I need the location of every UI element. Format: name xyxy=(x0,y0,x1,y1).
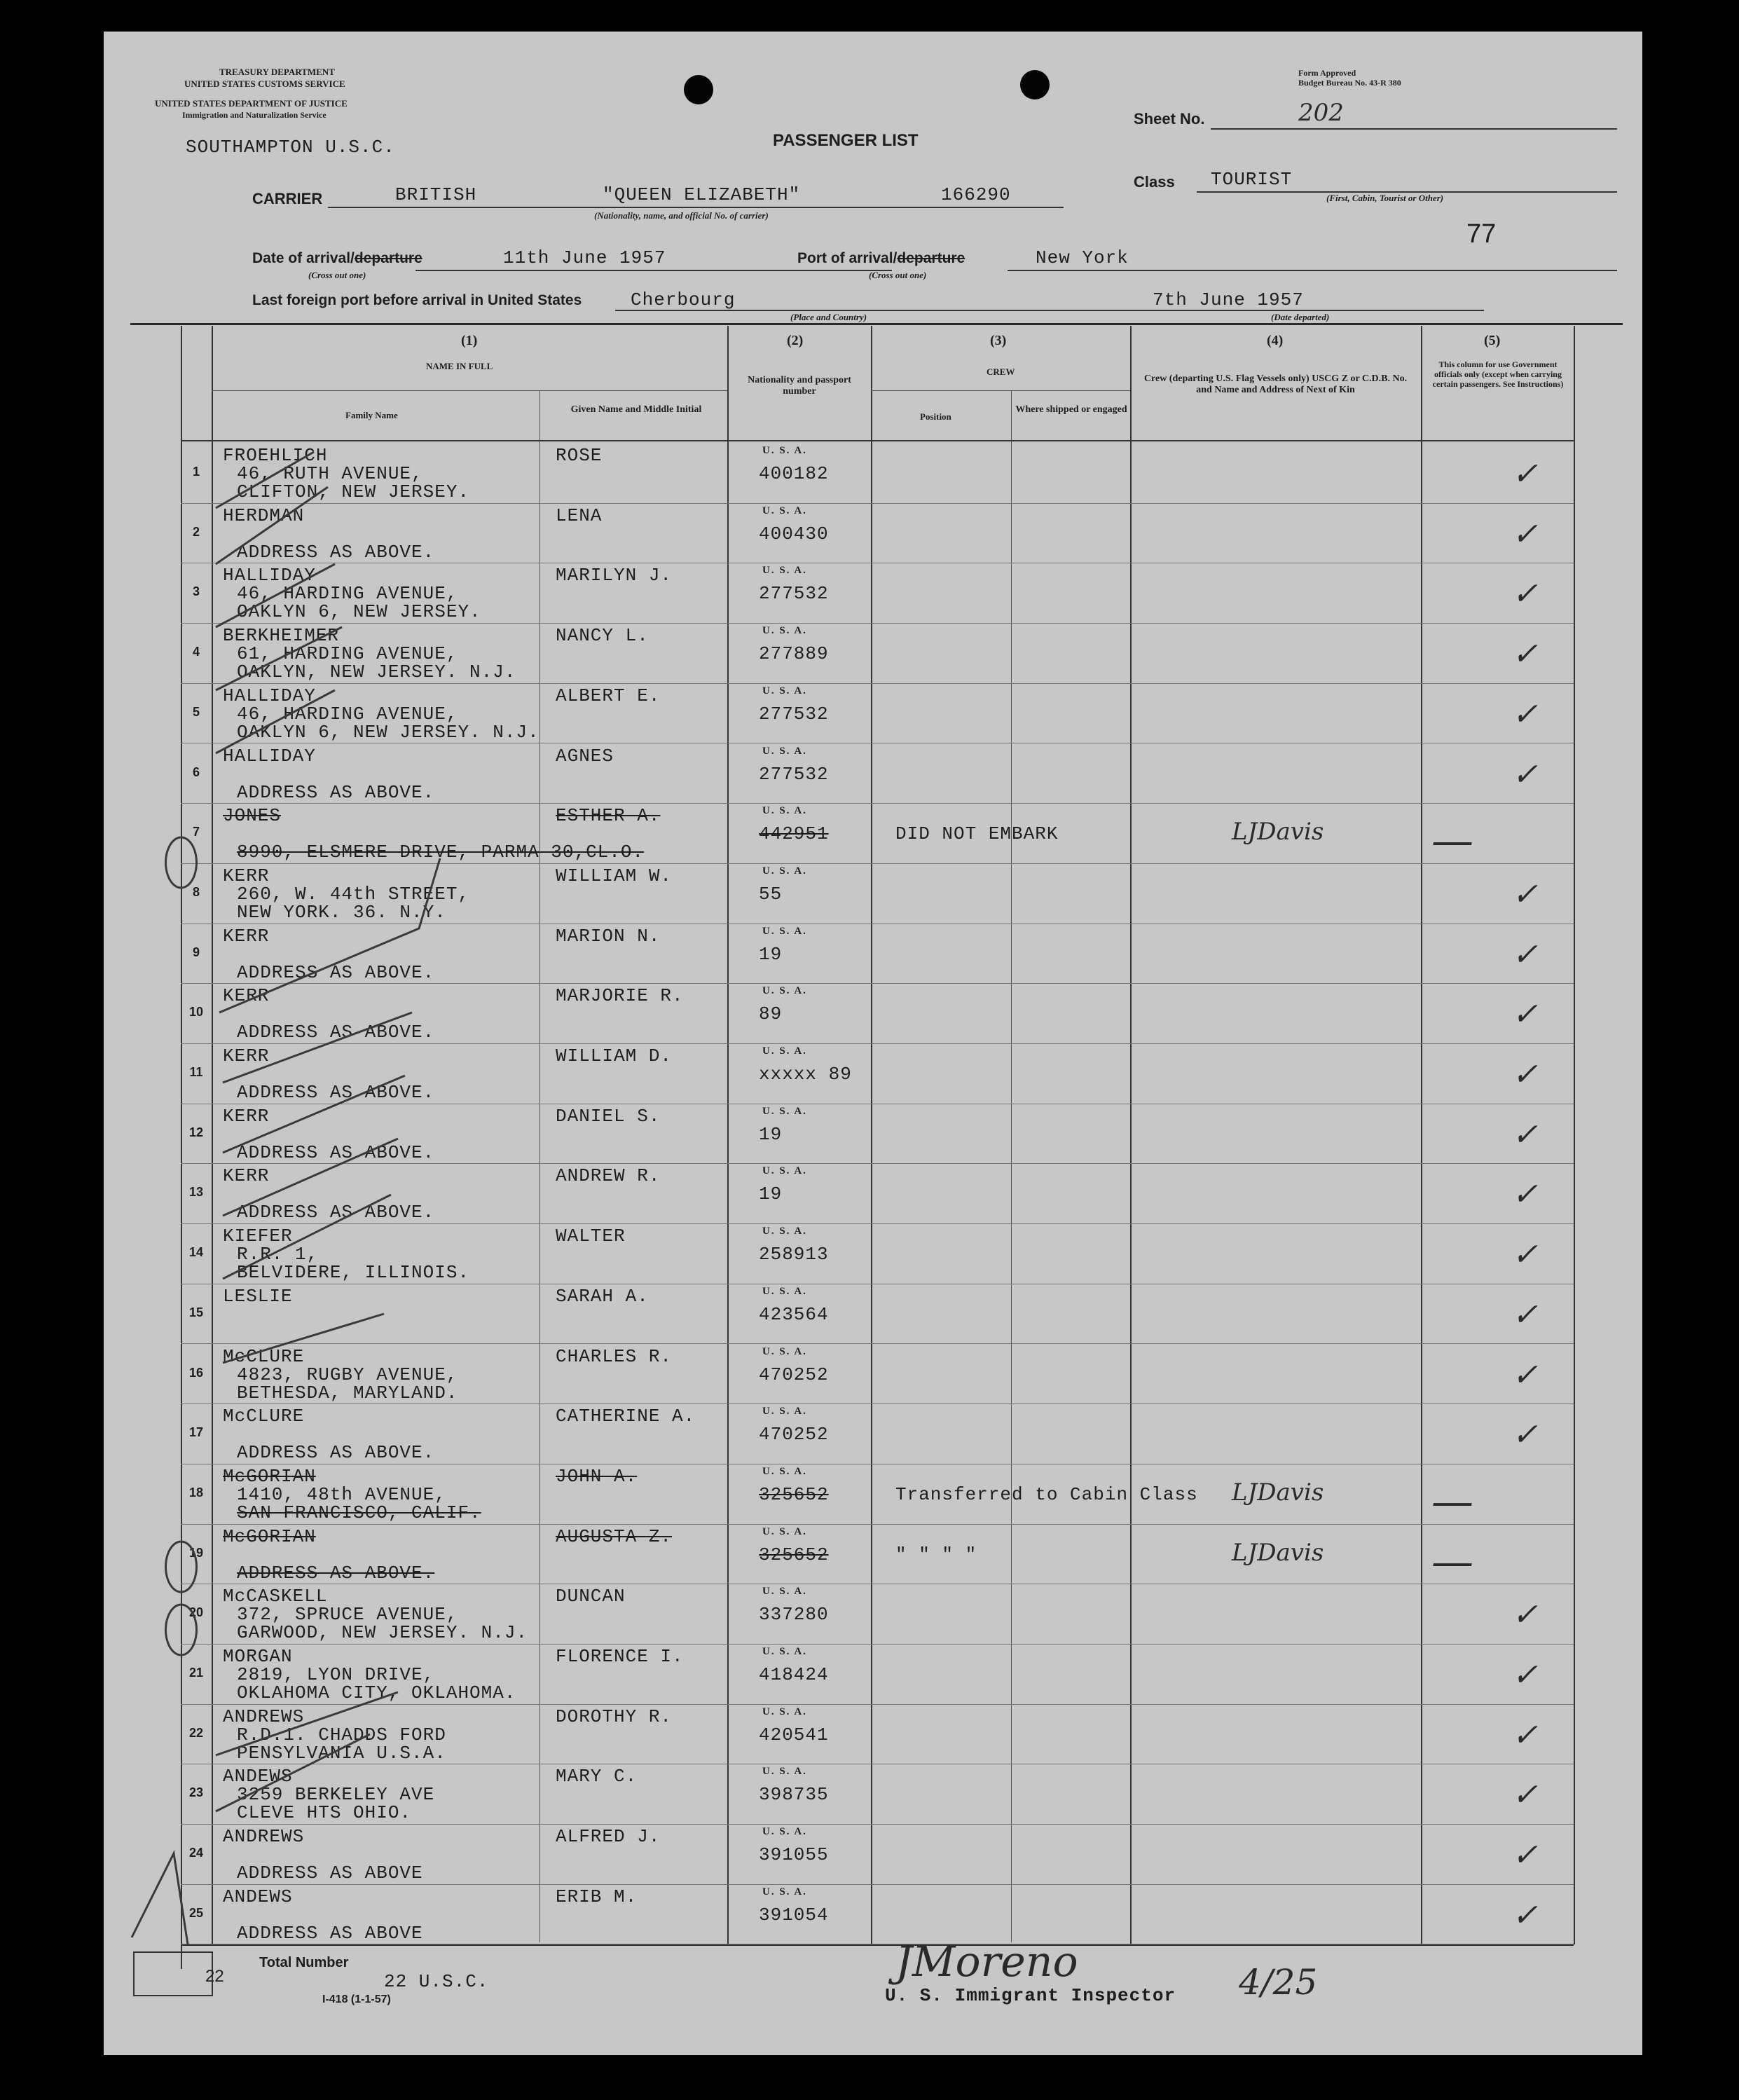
address-line-2: ADDRESS AS ABOVE. xyxy=(237,781,435,803)
passport-number: 391055 xyxy=(759,1844,829,1866)
class-label: Class xyxy=(1134,173,1175,191)
check-mark: ✓ xyxy=(1512,1116,1538,1153)
nationality: U. S. A. xyxy=(762,1226,807,1237)
passport-number: 19 xyxy=(759,1123,783,1145)
row-number: 14 xyxy=(188,1245,204,1260)
passport-number: 277889 xyxy=(759,643,829,665)
family-name-header: Family Name xyxy=(345,410,398,420)
family-name: KERR xyxy=(223,1105,270,1127)
check-mark: ✓ xyxy=(1512,456,1538,492)
nationality: U. S. A. xyxy=(762,1886,807,1897)
form-code: I-418 (1-1-57) xyxy=(322,1993,391,2005)
count-box-value: 22 xyxy=(205,1967,224,1986)
port-value: New York xyxy=(1036,247,1129,268)
arrival-label: Date of arrival/departure xyxy=(252,250,422,266)
family-name: HALLIDAY xyxy=(223,685,316,706)
nationality: U. S. A. xyxy=(762,1465,807,1477)
address-line-2: ADDRESS AS ABOVE xyxy=(237,1862,423,1884)
check-mark: ✓ xyxy=(1512,1417,1538,1453)
place-caption: (Place and Country) xyxy=(790,312,867,322)
total-label: Total Number xyxy=(259,1955,349,1970)
carrier-name: "QUEEN ELIZABETH" xyxy=(603,184,801,205)
col3-number: (3) xyxy=(990,333,1007,348)
check-mark: ✓ xyxy=(1512,1597,1538,1633)
address-line-1: 1410, 48th AVENUE, xyxy=(237,1483,446,1505)
check-mark: ✓ xyxy=(1512,516,1538,552)
passport-number: 19 xyxy=(759,943,783,965)
row-number: 2 xyxy=(192,524,200,539)
col4-number: (4) xyxy=(1267,333,1284,348)
address-line-2: OAKLYN 6, NEW JERSEY. N.J. xyxy=(237,721,539,743)
official-initials: LJDavis xyxy=(1232,818,1324,846)
carrier-nationality: BRITISH xyxy=(395,184,477,205)
col1-title: NAME IN FULL xyxy=(426,361,493,371)
address-line-2: ADDRESS AS ABOVE. xyxy=(237,541,435,563)
date-departed: 7th June 1957 xyxy=(1153,289,1304,310)
check-mark: ✓ xyxy=(1512,1777,1538,1813)
given-name: ANDREW R. xyxy=(556,1165,661,1187)
check-mark: ✓ xyxy=(1512,996,1538,1033)
row-number: 17 xyxy=(188,1425,204,1440)
family-name: HALLIDAY xyxy=(223,565,316,586)
row-number: 11 xyxy=(189,1065,203,1079)
check-mark: ✓ xyxy=(1512,1176,1538,1213)
agency-line-3: UNITED STATES DEPARTMENT OF JUSTICE xyxy=(155,98,348,109)
given-name: DUNCAN xyxy=(556,1586,626,1607)
address-line-2: CLEVE HTS OHIO. xyxy=(237,1802,412,1824)
carrier-caption: (Nationality, name, and official No. of carrier) xyxy=(594,210,769,221)
address-line-2: CLIFTON, NEW JERSEY. xyxy=(237,481,470,502)
family-name: HERDMAN xyxy=(223,505,305,526)
given-name: AUGUSTA Z. xyxy=(556,1525,673,1547)
carrier-number: 166290 xyxy=(941,184,1011,205)
passport-number: 337280 xyxy=(759,1604,829,1626)
row-number: 7 xyxy=(192,825,200,839)
nationality: U. S. A. xyxy=(762,865,807,877)
address-line-1: R.D.1. CHADDS FORD xyxy=(237,1724,446,1745)
given-name: ALBERT E. xyxy=(556,685,661,706)
check-mark: ✓ xyxy=(1512,1357,1538,1393)
row-number: 18 xyxy=(188,1485,204,1499)
given-name: CHARLES R. xyxy=(556,1345,673,1367)
row-number: 21 xyxy=(188,1666,204,1680)
passport-number: 420541 xyxy=(759,1724,829,1745)
inspector-mark: 4/25 xyxy=(1239,1962,1318,2003)
given-name: ERIB M. xyxy=(556,1886,638,1907)
passport-number: 442951 xyxy=(759,823,829,845)
given-name: SARAH A. xyxy=(556,1285,649,1307)
address-line-2: BELVIDERE, ILLINOIS. xyxy=(237,1262,470,1284)
passport-number: 258913 xyxy=(759,1244,829,1265)
address-line-1: 46, HARDING AVENUE, xyxy=(237,583,458,605)
passport-number: 325652 xyxy=(759,1483,829,1505)
crew-remark: Transferred to Cabin Class xyxy=(895,1483,1198,1505)
port-label: Port of arrival/departure xyxy=(797,250,965,266)
sheet-label: Sheet No. xyxy=(1134,110,1205,128)
nationality: U. S. A. xyxy=(762,805,807,817)
check-mark: ✓ xyxy=(1512,936,1538,973)
family-name: KIEFER xyxy=(223,1226,293,1247)
family-name: HALLIDAY xyxy=(223,745,316,767)
nationality: U. S. A. xyxy=(762,1646,807,1657)
passport-number: 391054 xyxy=(759,1904,829,1926)
given-name: NANCY L. xyxy=(556,625,649,647)
origin: SOUTHAMPTON U.S.C. xyxy=(186,137,395,158)
crew-remark: " " " " xyxy=(895,1544,977,1565)
given-name: LENA xyxy=(556,505,603,526)
family-name: KERR xyxy=(223,865,270,886)
family-name: McCLURE xyxy=(223,1406,305,1427)
passport-number: 423564 xyxy=(759,1303,829,1325)
carrier-label: CARRIER xyxy=(252,190,323,207)
given-name: ALFRED J. xyxy=(556,1826,661,1848)
address-line-2: ADDRESS AS ABOVE. xyxy=(237,1562,435,1584)
given-name: JOHN A. xyxy=(556,1465,638,1487)
address-line-2: ADDRESS AS ABOVE. xyxy=(237,1202,435,1223)
nationality: U. S. A. xyxy=(762,685,807,696)
nationality: U. S. A. xyxy=(762,925,807,937)
nationality: U. S. A. xyxy=(762,625,807,637)
last-port-label: Last foreign port before arrival in United States xyxy=(252,292,582,308)
check-mark: ✓ xyxy=(1512,756,1538,792)
address-line-1: 372, SPRUCE AVENUE, xyxy=(237,1604,458,1626)
address-line-1: 46, RUTH AVENUE, xyxy=(237,463,423,484)
col5-number: (5) xyxy=(1484,333,1501,348)
col2-title: Nationality and passport number xyxy=(748,375,851,397)
row-number: 16 xyxy=(188,1365,204,1380)
address-line-1: 3259 BERKELEY AVE xyxy=(237,1784,435,1806)
given-name: FLORENCE I. xyxy=(556,1646,684,1667)
row-number: 9 xyxy=(192,945,200,959)
given-name: WALTER xyxy=(556,1226,626,1247)
nationality: U. S. A. xyxy=(762,1525,807,1537)
row-number: 22 xyxy=(188,1725,204,1740)
page-title: PASSENGER LIST xyxy=(773,131,919,150)
given-name: ROSE xyxy=(556,445,603,466)
col3-title: CREW xyxy=(987,366,1015,377)
passport-number: 470252 xyxy=(759,1364,829,1385)
nationality: U. S. A. xyxy=(762,1045,807,1057)
nationality: U. S. A. xyxy=(762,985,807,997)
address-line-2: ADDRESS AS ABOVE. xyxy=(237,1442,435,1464)
inspector-label: U. S. Immigrant Inspector xyxy=(885,1985,1176,2006)
passport-number: 89 xyxy=(759,1003,783,1025)
row-number: 20 xyxy=(188,1605,204,1620)
passport-number: 19 xyxy=(759,1183,783,1205)
nationality: U. S. A. xyxy=(762,1706,807,1717)
agency-line-2: UNITED STATES CUSTOMS SERVICE xyxy=(184,78,345,89)
row-number: 12 xyxy=(188,1125,204,1139)
nationality: U. S. A. xyxy=(762,1285,807,1297)
form-approved: Form Approved xyxy=(1298,68,1356,78)
given-name: DOROTHY R. xyxy=(556,1706,673,1727)
official-initials: LJDavis xyxy=(1232,1538,1324,1567)
address-line-2: OKLAHOMA CITY, OKLAHOMA. xyxy=(237,1682,516,1703)
address-line-2: SAN FRANCISCO, CALIF. xyxy=(237,1502,481,1523)
passport-number: 277532 xyxy=(759,583,829,605)
nationality: U. S. A. xyxy=(762,445,807,456)
where-shipped-header: Where shipped or engaged xyxy=(1015,404,1127,415)
family-name: KERR xyxy=(223,1045,270,1066)
address-line-1: 2819, LYON DRIVE, xyxy=(237,1664,435,1685)
row-number: 13 xyxy=(188,1185,204,1200)
given-name: WILLIAM D. xyxy=(556,1045,673,1066)
official-initials: LJDavis xyxy=(1232,1478,1324,1507)
check-mark: — xyxy=(1431,816,1473,866)
document-sheet xyxy=(104,32,1642,2055)
check-mark: ✓ xyxy=(1512,1897,1538,1933)
check-mark: ✓ xyxy=(1512,1237,1538,1273)
check-mark: ✓ xyxy=(1512,1837,1538,1874)
given-name-header: Given Name and Middle Initial xyxy=(570,404,702,415)
arrival-cross-out: (Cross out one) xyxy=(308,270,366,280)
pencil-slash xyxy=(216,452,314,508)
check-mark: ✓ xyxy=(1512,696,1538,732)
nationality: U. S. A. xyxy=(762,505,807,516)
family-name: ANDREWS xyxy=(223,1826,305,1848)
address-line-2: ADDRESS AS ABOVE. xyxy=(237,1022,435,1043)
family-name: KERR xyxy=(223,925,270,947)
family-name: KERR xyxy=(223,1165,270,1187)
nationality: U. S. A. xyxy=(762,745,807,757)
address-line-1: 46, HARDING AVENUE, xyxy=(237,703,458,725)
check-mark: ✓ xyxy=(1512,636,1538,673)
check-mark: ✓ xyxy=(1512,876,1538,912)
col1-number: (1) xyxy=(461,333,478,348)
check-mark: ✓ xyxy=(1512,1057,1538,1092)
given-name: WILLIAM W. xyxy=(556,865,673,886)
given-name: CATHERINE A. xyxy=(556,1406,696,1427)
last-port-value: Cherbourg xyxy=(631,289,736,310)
passport-number: 55 xyxy=(759,883,783,905)
check-mark: ✓ xyxy=(1512,1717,1538,1753)
given-name: MARY C. xyxy=(556,1766,638,1787)
col5-title: This column for use Government officials only (except when carrying certain passengers. See Instructions) xyxy=(1432,359,1564,389)
family-name: McCASKELL xyxy=(223,1586,328,1607)
family-name: LESLIE xyxy=(223,1285,293,1307)
row-number: 3 xyxy=(192,584,200,599)
arrival-date: 11th June 1957 xyxy=(503,247,666,268)
address-line-2: 8990, ELSMERE DRIVE, PARMA 30,CL.O. xyxy=(237,842,645,863)
address-line-2: ADDRESS AS ABOVE. xyxy=(237,961,435,983)
given-name: ESTHER A. xyxy=(556,805,661,827)
row-number: 15 xyxy=(188,1305,204,1319)
row-number: 4 xyxy=(192,645,200,659)
family-name: JONES xyxy=(223,805,282,827)
count-box xyxy=(133,1951,213,1996)
row-number: 24 xyxy=(188,1846,204,1860)
nationality: U. S. A. xyxy=(762,1586,807,1598)
nationality: U. S. A. xyxy=(762,1826,807,1838)
family-name: KERR xyxy=(223,985,270,1007)
col4-title: Crew (departing U.S. Flag Vessels only) USCG Z or C.D.B. No. and Name and Address of Next of Kin xyxy=(1143,373,1408,395)
address-line-1: 61, HARDING AVENUE, xyxy=(237,643,458,665)
given-name: DANIEL S. xyxy=(556,1105,661,1127)
family-name: McGORIAN xyxy=(223,1525,316,1547)
passport-number: 325652 xyxy=(759,1544,829,1565)
address-line-1: 260, W. 44th STREET, xyxy=(237,883,470,905)
family-name: ANDREWS xyxy=(223,1706,305,1727)
row-number: 8 xyxy=(192,884,200,899)
check-mark: ✓ xyxy=(1512,1296,1538,1333)
address-line-2: PENSYLVANIA U.S.A. xyxy=(237,1742,446,1764)
family-name: FROEHLICH xyxy=(223,445,328,466)
passport-number: 277532 xyxy=(759,763,829,785)
address-line-2: NEW YORK. 36. N.Y. xyxy=(237,901,446,923)
row-number: 6 xyxy=(192,764,200,779)
nationality: U. S. A. xyxy=(762,1406,807,1418)
address-line-2: ADDRESS AS ABOVE. xyxy=(237,1141,435,1163)
passport-number: xxxxx 89 xyxy=(759,1064,852,1085)
family-name: MORGAN xyxy=(223,1646,293,1667)
date-caption: (Date departed) xyxy=(1271,312,1330,322)
budget-number: Budget Bureau No. 43-R 380 xyxy=(1298,78,1401,88)
row-number: 1 xyxy=(192,465,200,479)
address-line-2: ADDRESS AS ABOVE xyxy=(237,1922,423,1944)
address-line-1: R.R. 1, xyxy=(237,1244,319,1265)
check-mark: ✓ xyxy=(1512,1657,1538,1693)
row-number: 19 xyxy=(188,1545,204,1560)
row-number: 23 xyxy=(188,1785,204,1800)
nationality: U. S. A. xyxy=(762,1345,807,1357)
class-caption: (First, Cabin, Tourist or Other) xyxy=(1326,193,1444,203)
check-mark: ✓ xyxy=(1512,576,1538,612)
address-line-2: ADDRESS AS ABOVE. xyxy=(237,1082,435,1103)
agency-line-1: TREASURY DEPARTMENT xyxy=(219,67,335,77)
family-name: ANDEWS xyxy=(223,1886,293,1907)
position-header: Position xyxy=(920,411,951,422)
passport-number: 418424 xyxy=(759,1664,829,1685)
given-name: MARION N. xyxy=(556,925,661,947)
nationality: U. S. A. xyxy=(762,1165,807,1177)
inspector-signature: JMoreno xyxy=(895,1937,1078,1986)
nationality: U. S. A. xyxy=(762,1766,807,1778)
col2-number: (2) xyxy=(787,333,804,348)
row-number: 5 xyxy=(192,704,200,719)
crew-remark: DID NOT EMBARK xyxy=(895,823,1059,845)
passport-number: 398735 xyxy=(759,1784,829,1806)
passport-number: 400182 xyxy=(759,463,829,484)
passport-number: 470252 xyxy=(759,1424,829,1446)
row-number: 10 xyxy=(188,1005,204,1020)
family-name: BERKHEIMER xyxy=(223,625,340,647)
address-line-2: OAKLYN 6, NEW JERSEY. xyxy=(237,601,481,623)
address-line-2: OAKLYN, NEW JERSEY. N.J. xyxy=(237,661,516,683)
passport-number: 277532 xyxy=(759,703,829,725)
address-line-2: BETHESDA, MARYLAND. xyxy=(237,1382,458,1404)
agency-line-4: Immigration and Naturalization Service xyxy=(182,110,327,120)
family-name: McGORIAN xyxy=(223,1465,316,1487)
port-cross-out: (Cross out one) xyxy=(869,270,927,280)
row-number: 25 xyxy=(188,1905,204,1920)
total-value: 22 U.S.C. xyxy=(384,1971,489,1992)
passport-number: 400430 xyxy=(759,523,829,544)
given-name: MARILYN J. xyxy=(556,565,673,586)
class-value: TOURIST xyxy=(1211,169,1293,190)
given-name: AGNES xyxy=(556,745,614,767)
check-mark: — xyxy=(1431,1476,1473,1526)
handwriting-strokes xyxy=(104,32,1642,2055)
address-line-1: 4823, RUGBY AVENUE, xyxy=(237,1364,458,1385)
family-name: McCLURE xyxy=(223,1345,305,1367)
sheet-number: 202 xyxy=(1298,99,1344,127)
stamp-number: 77 xyxy=(1466,219,1497,249)
address-line-2: GARWOOD, NEW JERSEY. N.J. xyxy=(237,1622,528,1644)
family-name: ANDEWS xyxy=(223,1766,293,1787)
given-name: MARJORIE R. xyxy=(556,985,684,1007)
nationality: U. S. A. xyxy=(762,1105,807,1117)
nationality: U. S. A. xyxy=(762,565,807,577)
check-mark: — xyxy=(1431,1537,1473,1586)
